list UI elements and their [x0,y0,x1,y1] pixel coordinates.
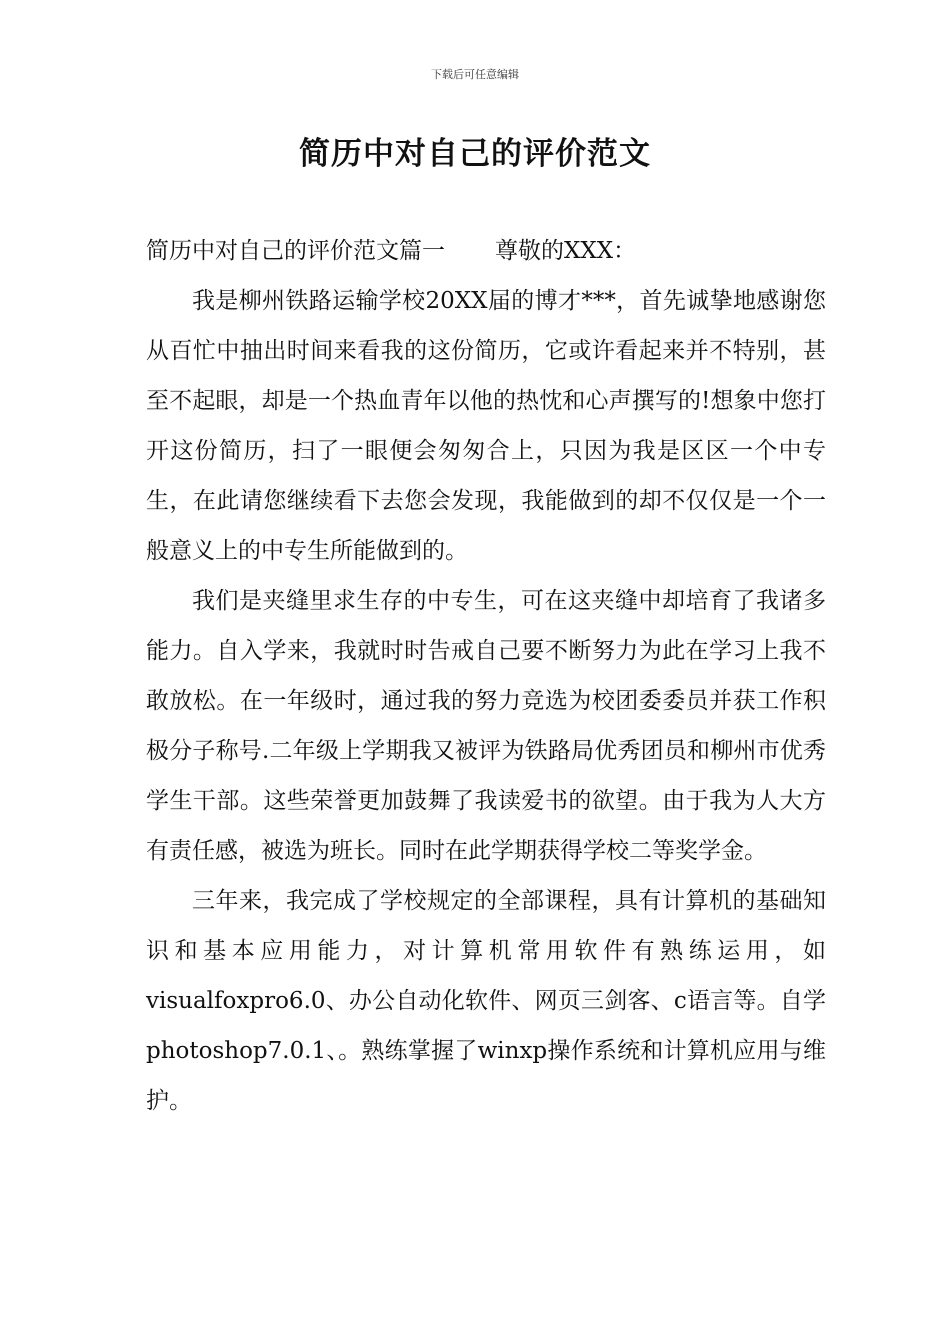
section-heading: 简历中对自己的评价范文篇一 [146,238,445,264]
paragraph-3: 三年来，我完成了学校规定的全部课程，具有计算机的基础知识和基本应用能力，对计算机常用软件有熟练运用，如visualfoxpro6.0、办公自动化软件、网页三剑客、c语言等。自学photoshop7.0.1、。熟练掌握了winxp操作系统和计算机应用与维护。 [146,888,826,1114]
header-note: 下载后可任意编辑 [431,68,519,81]
paragraph-1: 我是柳州铁路运输学校20XX届的博才***，首先诚挚地感谢您从百忙中抽出时间来看我的这份简历，它或许看起来并不特别，甚至不起眼，却是一个热血青年以他的热忱和心声撰写的!想象中您打开这份简历，扫了一眼便会匆匆合上，只因为我是区区一个中专生，在此请您继续看下去您会发现，我能做到的却不仅仅是一个一般意义上的中专生所能做到的。 [146,288,826,564]
paragraph-2: 我们是夹缝里求生存的中专生，可在这夹缝中却培育了我诸多能力。自入学来，我就时时告戒自己要不断努力为此在学习上我不敢放松。在一年级时，通过我的努力竞选为校团委委员并获工作积极分子称号.二年级上学期我又被评为铁路局优秀团员和柳州市优秀学生干部。这些荣誉更加鼓舞了我读爱书的欲望。由于我为人大方有责任感，被选为班长。同时在此学期获得学校二等奖学金。 [146,588,826,864]
page-title: 简历中对自己的评价范文 [299,136,651,172]
intro-line [146,226,826,276]
salutation: 尊敬的XXX： [495,238,637,264]
document-body [146,226,826,1126]
